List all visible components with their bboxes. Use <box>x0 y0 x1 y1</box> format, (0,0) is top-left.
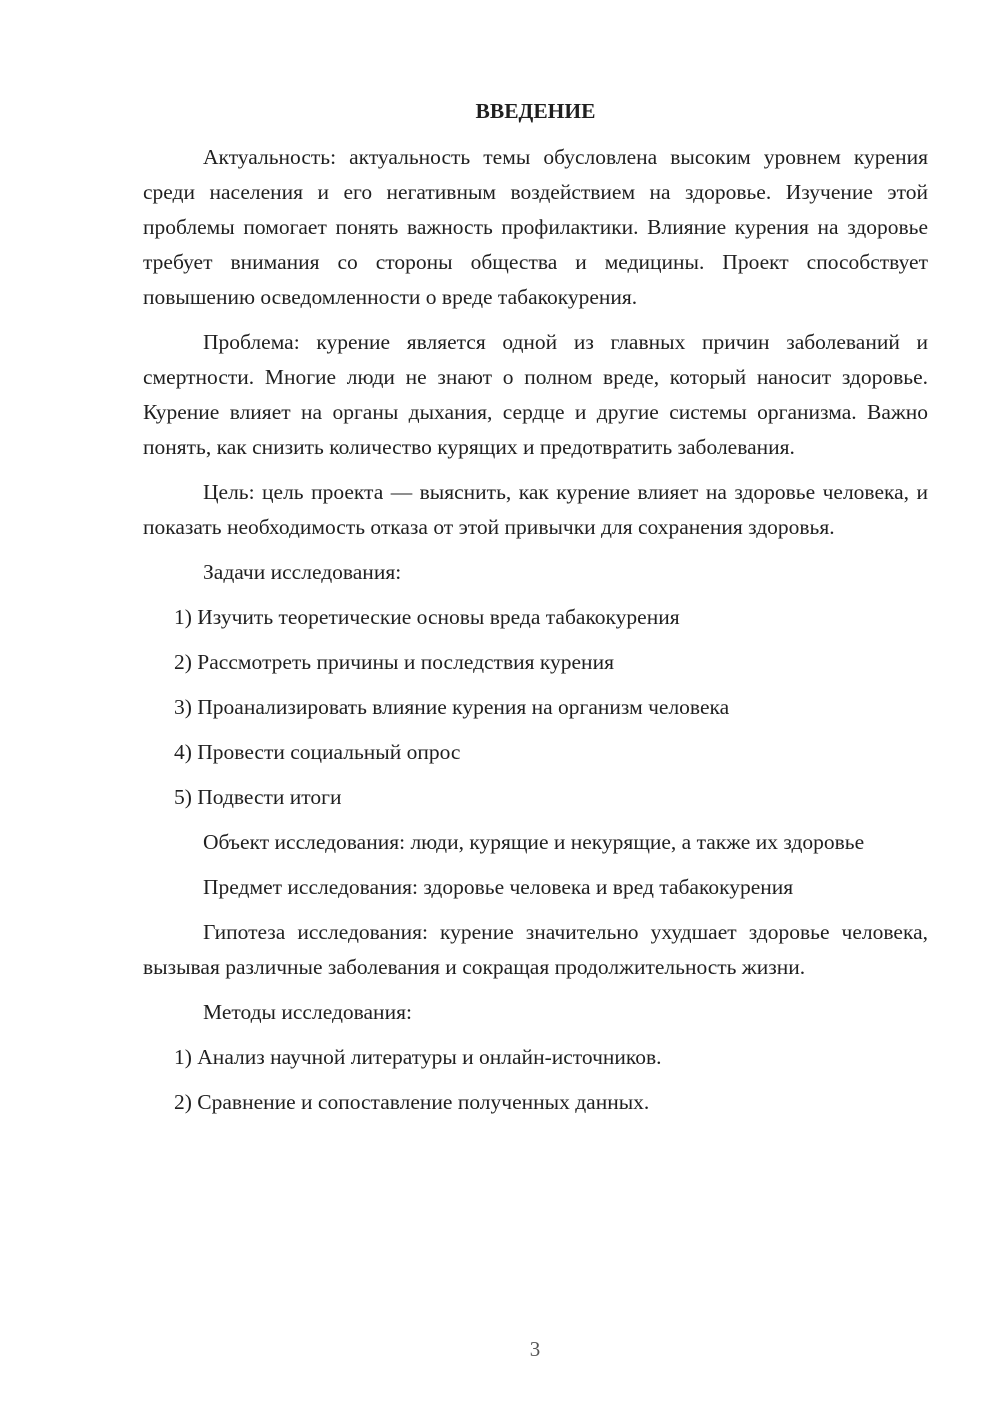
paragraph-subject: Предмет исследования: здоровье человека и вред табакокурения <box>203 875 794 899</box>
page-title: ВВЕДЕНИЕ <box>475 99 596 123</box>
paragraph-problem: Проблема: курение является одной из главных причин заболеваний и смертности. Многие люди не знают о полном вреде, который наносит здоровье. Курение влияет на органы дыхания, сердце и другие системы организма. Важно понять, как снизить количество курящих и предотвратить заболевания. <box>143 330 928 459</box>
list-item: 2) Сравнение и сопоставление полученных данных. <box>174 1090 650 1114</box>
page-number: 3 <box>529 1337 541 1361</box>
list-item: 4) Провести социальный опрос <box>174 740 461 764</box>
paragraph-object: Объект исследования: люди, курящие и некурящие, а также их здоровье <box>203 830 865 854</box>
paragraph-hypothesis: Гипотеза исследования: курение значительно ухудшает здоровье человека, вызывая различные заболевания и сокращая продолжительность жизни. <box>143 920 928 979</box>
tasks-heading: Задачи исследования: <box>203 560 402 584</box>
methods-list <box>143 1040 928 1120</box>
methods-heading: Методы исследования: <box>203 1000 412 1024</box>
list-item: 5) Подвести итоги <box>174 785 342 809</box>
list-item: 3) Проанализировать влияние курения на организм человека <box>174 695 730 719</box>
paragraph-relevance: Актуальность: актуальность темы обусловлена высоким уровнем курения среди населения и его негативным воздействием на здоровье. Изучение этой проблемы помогает понять важность профилактики. Влияние курения на здоровье требует внимания со стороны общества и медицины. Проект способствует повышению осведомленности о вреде табакокурения. <box>143 145 928 309</box>
list-item: 1) Изучить теоретические основы вреда табакокурения <box>174 605 680 629</box>
list-item: 1) Анализ научной литературы и онлайн-источников. <box>174 1045 662 1069</box>
document-page <box>143 96 928 1130</box>
paragraph-goal: Цель: цель проекта — выяснить, как курение влияет на здоровье человека, и показать необходимость отказа от этой привычки для сохранения здоровья. <box>143 480 928 539</box>
list-item: 2) Рассмотреть причины и последствия курения <box>174 650 614 674</box>
tasks-list <box>143 600 928 815</box>
